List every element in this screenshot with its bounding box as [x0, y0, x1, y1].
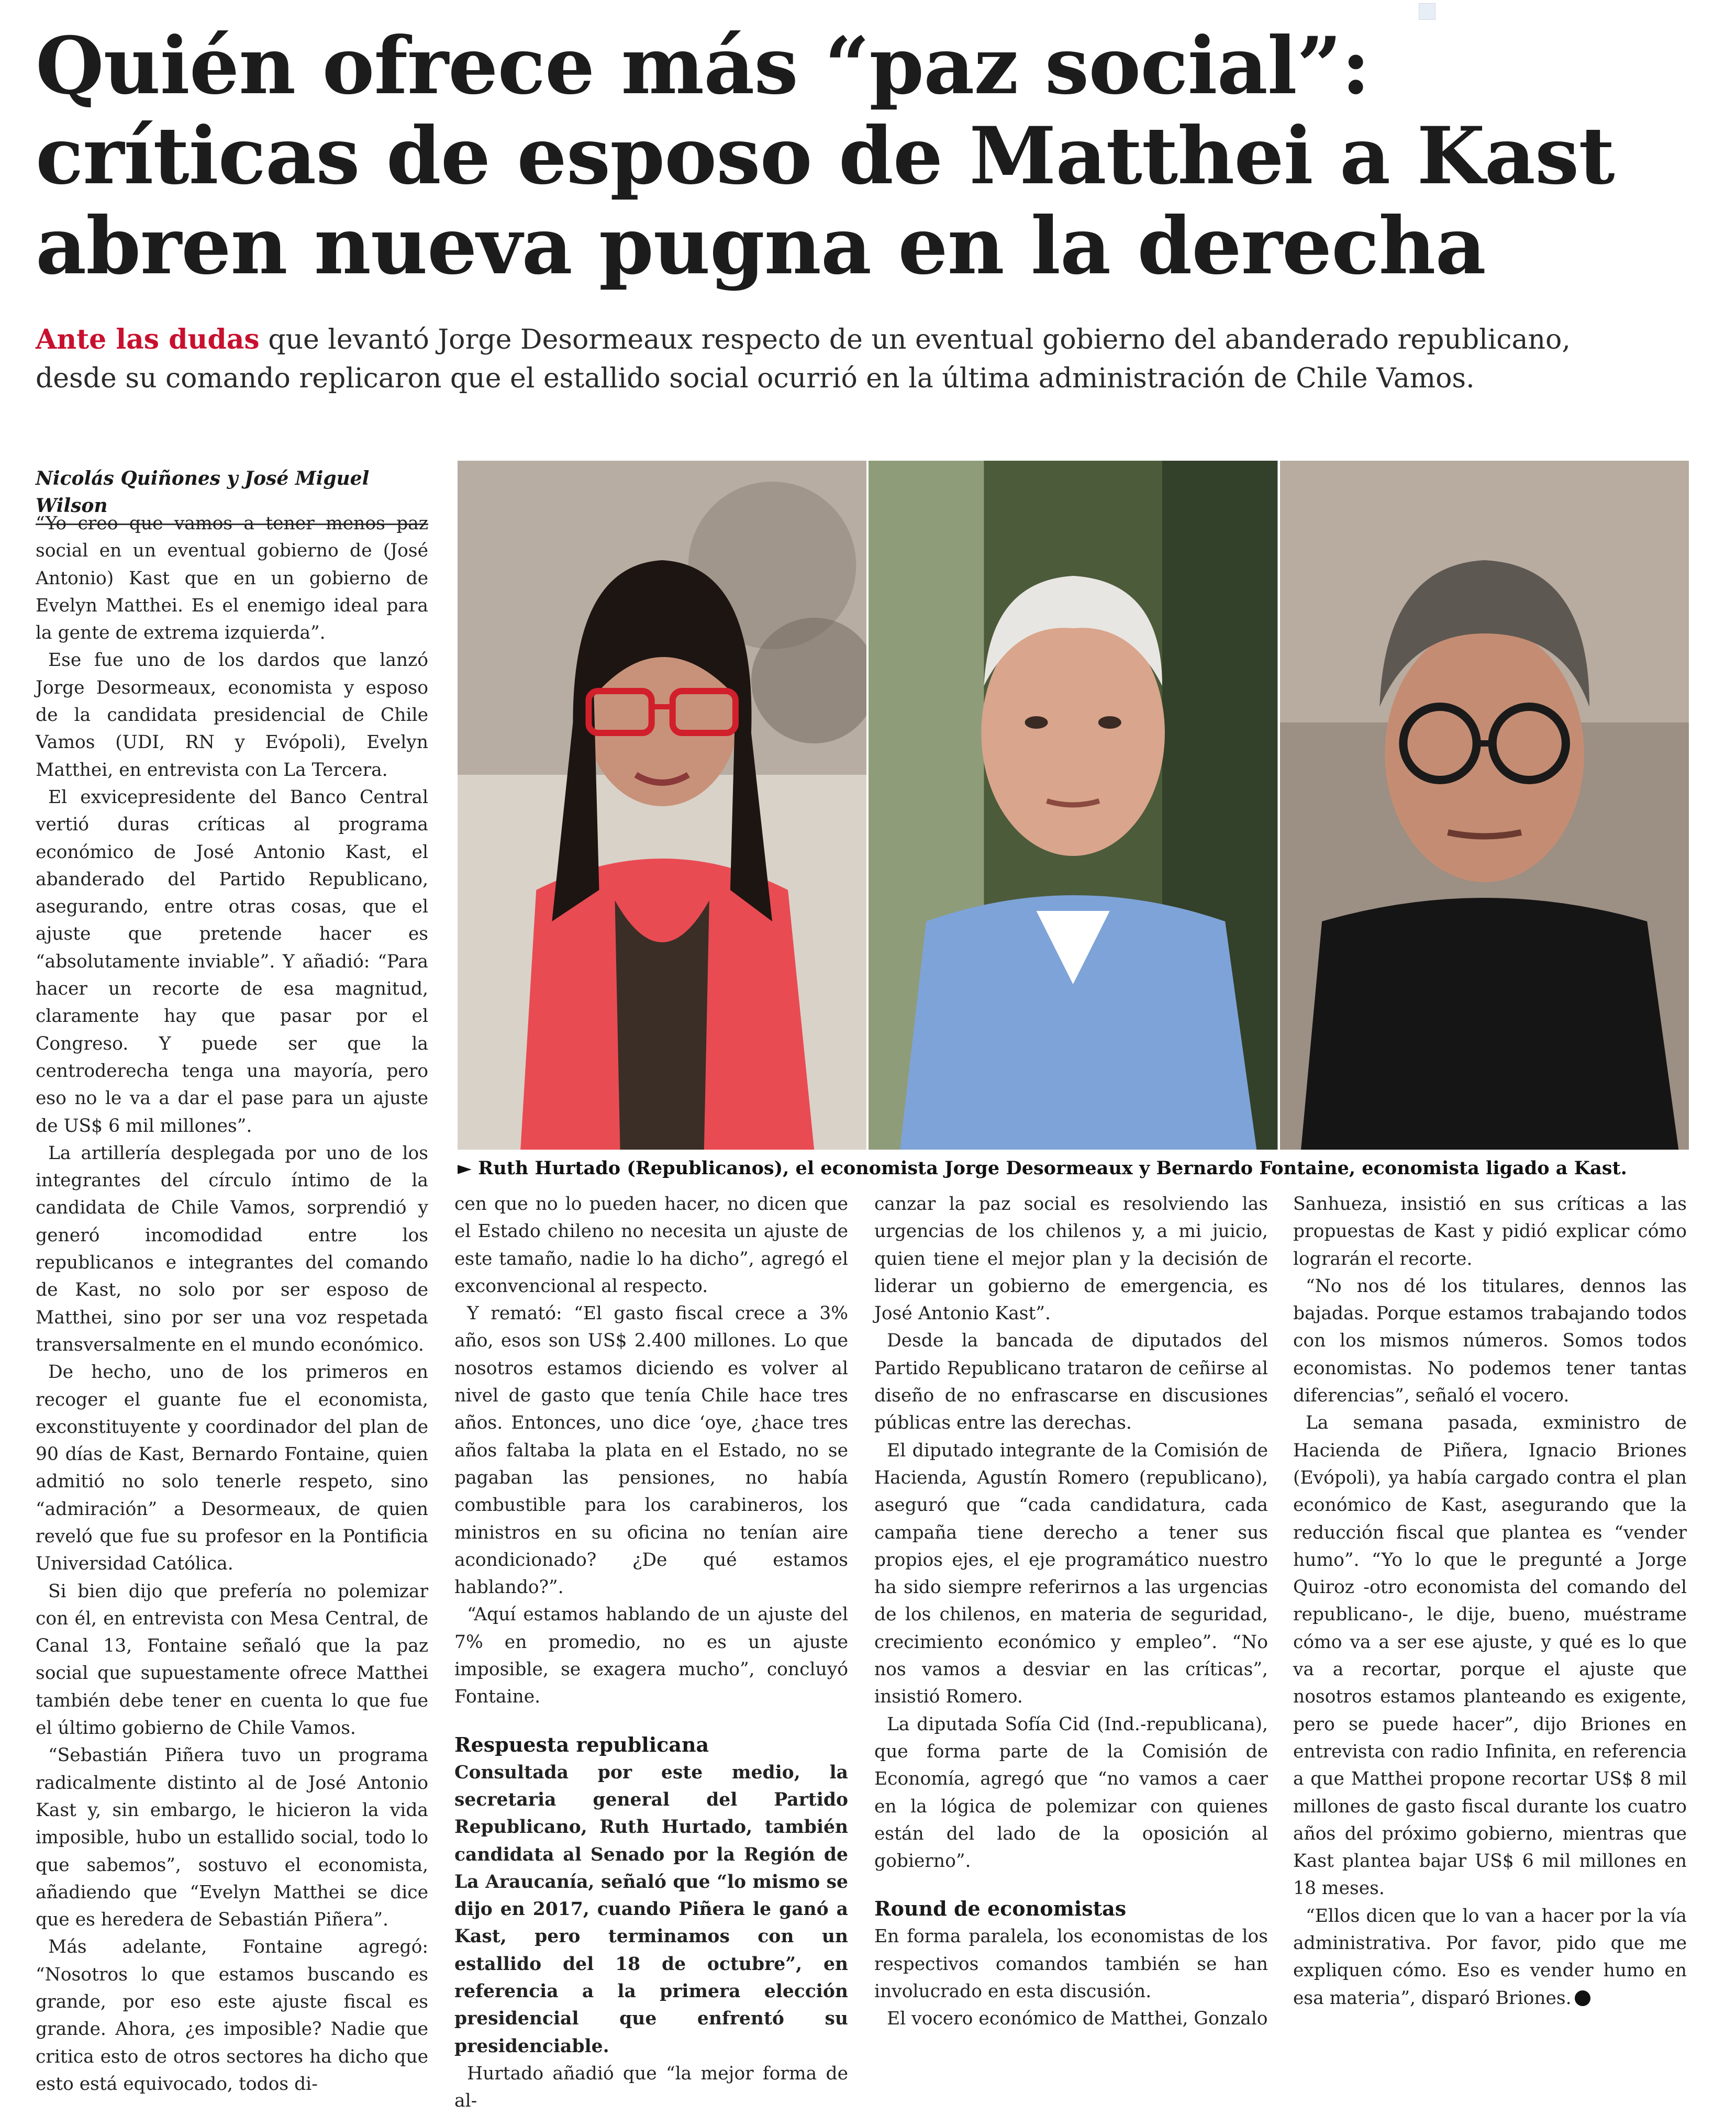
paragraph: “Sebastián Piñera tuvo un programa radicalmente distinto al de José Antonio Kast y, sin embargo, le hicieron la vida imposible, hubo un estallido social, todo lo que sabemos”, sostuvo el economista, añadiendo que “Evelyn Matthei se dice que es heredera de Sebastián Piñera”. [36, 1745, 428, 1931]
paragraph: El exvicepresidente del Banco Central vertió duras críticas al programa económico de José Antonio Kast, el abanderado del Partido Republicano, asegurando, entre otras cosas, que el ajuste que pretende hacer es “absolutamente inviable”. Y añadió: “Para hacer un recorte de esa magnitud, claramente hay que pasar por el Congreso. Y puede ser que la centroderecha tenga una mayoría, pero eso no le va a dar el pase para un ajuste de US$ 6 mil millones”. [36, 786, 428, 1137]
column-2 [454, 1190, 848, 2115]
photo-strip [458, 461, 1689, 1150]
photo-ruth-hurtado [458, 461, 866, 1150]
photo-caption: ► Ruth Hurtado (Republicanos), el economista Jorge Desormeaux y Bernardo Fontaine, economista ligado a Kast. [458, 1157, 1627, 1179]
paragraph: La semana pasada, exministro de Hacienda de Piñera, Ignacio Briones (Evópoli), ya había cargado contra el plan económico de Kast, asegurando que la reducción fiscal que plantea es “vender humo”. “Yo lo que le pregunté a Jorge Quiroz -otro economista del comando del republicano-, le dije, bueno, muéstrame cómo va a ser ese ajuste, y qué es lo que va a recortar, porque el ajuste que nosotros estamos planteando es exigente, pero se puede hacer”, dijo Briones en entrevista con radio Infinita, en referencia a que Matthei propone recortar US$ 8 mil millones de gasto fiscal durante los cuatro años del próximo gobierno, mientras que Kast plantea bajar US$ 6 mil millones en 18 meses. [1293, 1412, 1687, 1899]
photo-jorge-desormeaux [869, 461, 1277, 1150]
paragraph-final [1293, 1902, 1687, 2012]
paragraph: La diputada Sofía Cid (Ind.-republicana), que forma parte de la Comisión de Economía, agregó que “no vamos a caer en la lógica de polemizar con quienes están del lado de la oposición al gobierno”. [874, 1713, 1268, 1872]
paragraph: El vocero económico de Matthei, Gonzalo [887, 2008, 1268, 2030]
paragraph: Hurtado añadió que “la mejor forma de al- [454, 2063, 848, 2112]
headline [36, 21, 1659, 291]
paragraph: Sanhueza, insistió en sus críticas a las propuestas de Kast y pidió explicar cómo lograrán el recorte. [1293, 1194, 1687, 1270]
paragraph: De hecho, uno de los primeros en recoger el guante fue el economista, exconstituyente y coordinador del plan de 90 días de Kast, Bernardo Fontaine, quien admitió no solo tenerle respeto, sino “admiración” a Desormeaux, de quien reveló que fue su profesor en la Pontificia Universidad Católica. [36, 1362, 428, 1575]
headline-line-3: abren nueva pugna en la derecha [36, 200, 1486, 292]
deck-line-1-rest: que levantó Jorge Desormeaux respecto de un eventual gobierno del abanderado republicano, [259, 324, 1571, 355]
paragraph: Y remató: “El gasto fiscal crece a 3% año, esos son US$ 2.400 millones. Lo que nosotros estamos diciendo es volver al nivel de gasto que tenía Chile hace tres años. Entonces, uno dice ‘oye, ¿hace tres años faltaba la plata en el Estado, no se pagaban las pensiones, no había combustible para los carabineros, los ministros en su oficina no tenían aire acondicionado? ¿De qué estamos hablando?”. [454, 1303, 848, 1598]
paragraph: La artillería desplegada por uno de los integrantes del círculo íntimo de la candidata de Chile Vamos, sorprendió y generó incomodidad entre los republicanos e integrantes del comando de Kast, no solo por ser esposo de Matthei, sino por ser una voz respetada transversalmente en el mundo económico. [36, 1142, 428, 1355]
subhead-round-de-economistas: Round de economistas [874, 1897, 1127, 1921]
column-1 [36, 510, 428, 2098]
paragraph: Si bien dijo que prefería no polemizar con él, en entrevista con Mesa Central, de Canal 13, Fontaine señaló que la paz social que supuestamente ofrece Matthei también debe tener en cuenta lo que fue el último gobierno de Chile Vamos. [36, 1580, 428, 1739]
paragraph: El diputado integrante de la Comisión de Hacienda, Agustín Romero (republicano), aseguró que “cada candidatura, cada campaña tiene derecho a tener sus propios ejes, el eje programático nuestro ha sido siempre referirnos a las urgencias de los chilenos, en materia de seguridad, crecimiento económico y empleo”. “No nos vamos a desviar en las críticas”, insistió Romero. [874, 1440, 1268, 1708]
headline-line-2: críticas de esposo de Matthei a Kast [36, 110, 1615, 202]
headline-line-1: Quién ofrece más “paz social”: [36, 20, 1370, 112]
paragraph: Más adelante, Fontaine agregó: “Nosotros lo que estamos buscando es grande, por eso este ajuste fiscal es grande. Ahora, ¿es imposible? Nadie que critica esto de otros sectores ha dicho que esto está equivocado, todos di- [36, 1936, 428, 2095]
paragraph: cen que no lo pueden hacer, no dicen que el Estado chileno no necesita un ajuste de este tamaño, nadie lo ha dicho”, agregó el exconvencional al respecto. [454, 1194, 848, 1297]
byline: Nicolás Quiñones y José Miguel Wilson [36, 465, 428, 525]
column-4 [1293, 1190, 1687, 2012]
paragraph: “Aquí estamos hablando de un ajuste del 7% en promedio, no es un ajuste imposible, se exagera mucho”, concluyó Fontaine. [454, 1604, 848, 1708]
paragraph: Ese fue uno de los dardos que lanzó Jorge Desormeaux, economista y esposo de la candidata presidencial de Chile Vamos (UDI, RN y Evópoli), Evelyn Matthei, en entrevista con La Tercera. [36, 650, 428, 781]
photo-bernardo-fontaine [1280, 461, 1689, 1150]
deck-lead: Ante las dudas [36, 324, 260, 355]
deck [36, 320, 1659, 398]
paragraph: Desde la bancada de diputados del Partido Republicano trataron de ceñirse al diseño de no enfrascarse en discusiones públicas entre las derechas. [874, 1330, 1268, 1434]
paragraph: canzar la paz social es resolviendo las urgencias de los chilenos y, a mi juicio, quien tiene el mejor plan y la decisión de liderar un gobierno de emergencia, es José Antonio Kast”. [874, 1194, 1268, 1324]
paragraph-final-text: “Ellos dicen que lo van a hacer por la vía administrativa. Por favor, pido que me expliquen cómo. Eso es vender humo en esa materia”, disparó Briones. [1293, 1905, 1687, 2009]
end-mark-icon [1575, 1990, 1590, 2006]
paragraph: “No nos dé los titulares, dennos las bajadas. Porque estamos trabajando todos con los mismos números. Somos todos economistas. No podemos tener tantas diferencias”, señaló el vocero. [1293, 1275, 1687, 1407]
subhead-respuesta-republicana: Respuesta republicana [454, 1732, 709, 1756]
deck-line-1 [36, 320, 1659, 359]
paragraph: “Yo creo que vamos a tener menos paz social en un eventual gobierno de (José Antonio) Kast que en un gobierno de Evelyn Matthei. Es el enemigo ideal para la gente de extrema izquierda”. [36, 513, 428, 644]
corner-mark [1419, 3, 1435, 20]
paragraph: En forma paralela, los economistas de los respectivos comandos también se han involucrado en esta discusión. [874, 1926, 1268, 2002]
lead-paragraph: Consultada por este medio, la secretaria general del Partido Republicano, Ruth Hurtado, también candidata al Senado por la Región de La Araucanía, señaló que “lo mismo se dijo en 2017, cuando Piñera le ganó a Kast, pero terminamos con un estallido del 18 de octubre”, en referencia a la primera elección presidencial que enfrentó su presidenciable. [454, 1762, 848, 2057]
column-3 [874, 1190, 1268, 2033]
deck-line-2: desde su comando replicaron que el estallido social ocurrió en la última administración de Chile Vamos. [36, 363, 1475, 394]
